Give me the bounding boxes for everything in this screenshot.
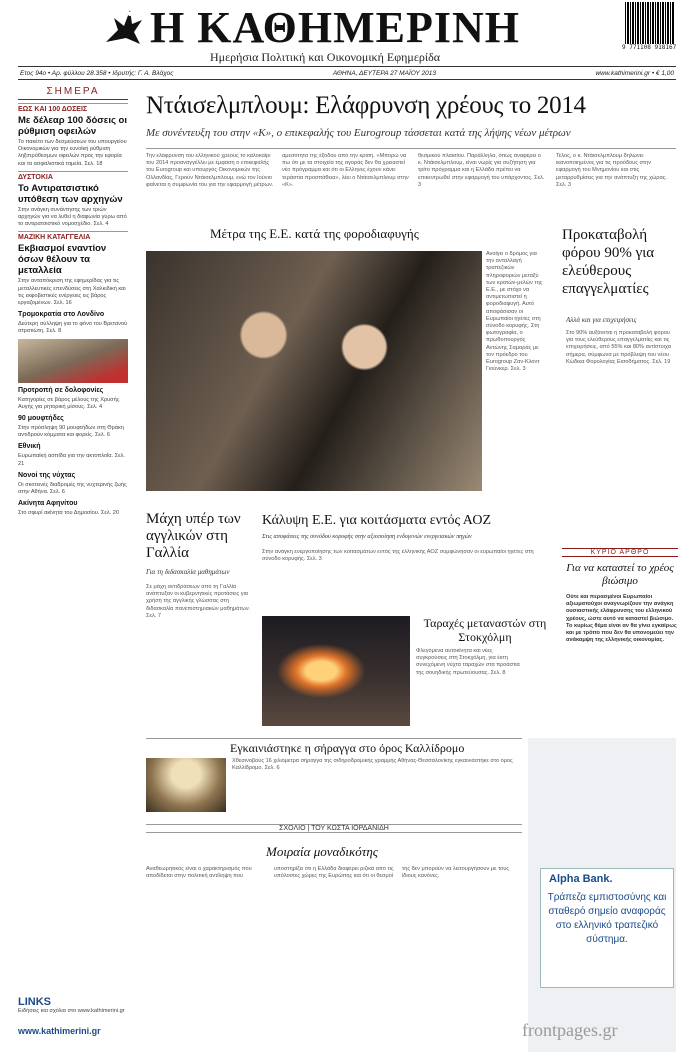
sidebar-item[interactable] <box>18 415 128 439</box>
gallia-deck: Για τη διδασκαλία μαθημάτων <box>146 568 230 576</box>
sidebar-today-label: ΣΗΜΕΡΑ <box>18 86 128 100</box>
sidebar-headline: Προτροπή σε δολοφονίες <box>18 386 104 394</box>
sidebar-body: Στην ανταπόκριση της εφημερίδας για τις μεταλλευτικές επενδύσεις στη Χαλκιδική και τις εκφοβιστικές ενέργειες εις βάρος εργαζομένων. Σελ. 16 <box>18 278 126 307</box>
links-url[interactable]: www.kathimerini.gr <box>18 1026 101 1036</box>
ad-card[interactable] <box>540 868 674 988</box>
sidebar-kicker: ΕΩΣ ΚΑΙ 100 ΔΟΣΕΙΣ <box>18 103 128 113</box>
info-year: Ετος 94ο <box>20 69 47 77</box>
sidebar-headline: Με δέλεαρ 100 δόσεις οι ρύθμιση οφειλών <box>18 115 127 137</box>
sidebar-item[interactable] <box>18 103 128 168</box>
info-bar <box>18 66 676 80</box>
links-label: LINKS <box>18 996 51 1008</box>
main-body-col1: Την ελάφρυνση του ελληνικού χρέους το καλοκαίρι του 2014 προαναγγέλλει με έμφαση ο επικεφαλής του Eurogroup και υπουργός Οικονομικών της Ολλανδίας, Γερούν Ντάισελμπλουμ, ενώ τον Ιούνιο φαίνεται η συμφωνία του για την εφαρμογή μέτρων. <box>146 153 274 188</box>
info-web-price: www.kathimerini.gr • € 1,00 <box>595 69 674 77</box>
sidebar-body: Οι σκοτεινές διαδρομές της νυχτερινής ζωής στην Αθήνα. Σελ. 6 <box>18 481 127 496</box>
tax-headline: Μέτρα της Ε.Ε. κατά της φοροδιαφυγής <box>210 226 419 241</box>
divider <box>146 738 522 739</box>
editorial-label: ΚΥΡΙΟ ΑΡΘΡΟ <box>562 548 678 557</box>
editorial-body: Ούτε και περασμένοι Ευρωπαίοι αξιωματούχοι αναγνωρίζουν την ανάγκη ουσιαστικής ελάφρυνσης του ελληνικού χρέους, ώστε αυτό να καταστεί βιώσιμο. Το κυρίως θέμα είναι αν θα γίνει εγκαίρως και με τρόπο που δεν θα υπονομεύει την ανάκαμψη της ελληνικής οικονομίας. <box>566 594 677 644</box>
sidebar-item[interactable] <box>18 231 128 307</box>
prepay-body: Στο 90% αυξάνεται η προκαταβολή φόρου για τους ελεύθερους επαγγελματίες και τις επιχειρήσεις, από 55% και 80% αντίστοιχα σήμερα, σύμφωνα με πρόβλεψη του νέου Κώδικα Φορολογίας Εισοδήματος. Σελ. 19 <box>566 330 672 365</box>
main-deck: Με συνέντευξη του στην «Κ», ο επικεφαλής του Eurogroup τάσσεται κατά της λήψης νέων μέτρων <box>146 127 571 139</box>
ad-brand: Alpha Bank. <box>549 873 613 885</box>
column-label-bar: ΣΧΟΛΙΟ | ΤΟΥ ΚΩΣΤΑ ΙΟΡΔΑΝΙΔΗ <box>146 824 522 833</box>
eagle-logo-icon <box>100 4 146 50</box>
sidebar-headline: Νονοί της νύχτας <box>18 471 76 479</box>
stockholm-body: Φλεγόμενα αυτοκίνητα και νέες συγκρούσεις στη Στοκχόλμη, για έκτη συνεχόμενη νύχτα ταραχών στα προάστια της σουηδικής πρωτεύουσας. Σελ. 8 <box>416 648 520 676</box>
stockholm-photo <box>262 616 410 726</box>
masthead-subtitle: Ημερήσια Πολιτική και Οικονομική Εφημερίδα <box>210 50 441 64</box>
sidebar-london-photo <box>18 339 128 383</box>
links-box <box>18 996 128 1036</box>
sidebar-item[interactable] <box>18 387 128 411</box>
sidebar-body: Το πακέτο των δεσμεύσεων του υπουργείου Οικονομικών για την ευνοϊκή ρύθμιση ληξιπρόθεσμων οφειλών προς την εφορία και τα ασφαλιστικά ταμεία. Σελ. 18 <box>18 139 127 167</box>
sidebar-item[interactable] <box>18 472 128 496</box>
info-founder: Ιδρυτής: Γ. Α. Βλάχος <box>112 69 174 77</box>
sidebar-headline: Ακίνητα Αφηνίτου <box>18 500 78 508</box>
sidebar-item[interactable] <box>18 443 128 467</box>
gallia-headline: Μάχη υπέρ των αγγλικών στη Γαλλία <box>146 511 241 561</box>
tax-body: Ανοίγει ο δρόμος για την ανταλλαγή τραπεζικών πληροφοριών μεταξύ των κρατών-μελών της Ε.Ε., με στόχο να αντιμετωπιστεί η φοροδιαφυγή. Αυτό αποφάσισαν οι Ευρωπαίοι ηγέτες στη σύνοδο κορυφής. Στη φωτογραφία, ο πρωθυπουργός Αντώνης Σαμαράς με τον πρόεδρο του Eurogroup Ζαν-Κλοντ Γιούνκερ. Σελ. 3 <box>486 251 543 373</box>
tax-photo <box>146 251 482 491</box>
stockholm-headline: Ταραχές μεταναστών στη Στοκχόλμη <box>423 616 547 644</box>
barcode <box>625 2 675 44</box>
sidebar <box>18 86 128 1052</box>
info-issue: Αρ. φύλλου 28.358 <box>51 69 107 77</box>
info-price: € 1,00 <box>655 69 674 77</box>
column-body: Αναθεωρητικός είναι ο χαρακτηρισμός που αποδίδεται στην πολιτική αντίληψη που υποστηρίζει ότι η Ελλάδα διαφέρει ριζικά από τις υπόλοιπες χώρες της Ευρώπης και ότι οι θεσμοί της δεν μπορούν να λειτουργήσουν με τους ίδιους κανόνες. <box>146 866 510 880</box>
sidebar-body: Στο σφυρί ακίνητα του Δημοσίου. Σελ. 20 <box>18 510 119 517</box>
aoz-deck: Στις αποφάσεις της συνόδου κορυφής στην αξιοποίηση ενδογενών ενεργειακών πηγών <box>262 533 472 540</box>
divider <box>146 148 676 149</box>
sidebar-item[interactable] <box>18 311 128 335</box>
sidebar-headline: 90 μουφτήδες <box>18 415 64 423</box>
sidebar-body: Δεύτερη σύλληψη για το φόνο του Βρετανού στρατιώτη. Σελ. 8 <box>18 321 128 335</box>
kallidromo-body: Χθεσινοβούς 16 χιλιόμετρα σήραγγα της σιδηροδρομικής γραμμής Αθήνας-Θεσσαλονίκης εγκαινιάστηκε στο όρος Καλλίδρομο. Σελ. 6 <box>232 758 513 772</box>
aoz-body: Στην ανάγκη ενεργοποίησης των κοιτασμάτων εντός της ελληνικής ΑΟΖ συμφώνησαν οι ευρωπαίοι ηγέτες στη σύνοδο κορυφής. Σελ. 3 <box>262 549 534 563</box>
aoz-headline: Κάλυψη Ε.Ε. για κοιτάσματα εντός ΑΟΖ <box>262 513 491 528</box>
ad-text: Τράπεζα εμπιστοσύνης και σταθερό σημείο αναφοράς στο ελληνικό τραπεζικό σύστημα. <box>547 892 667 945</box>
main-body-col3: θεσμικού πλαισίου. Παράλληλα, όπως αναφέρει ο κ. Ντάισελμπλουμ, είναι νωρίς για συζήτηση για τρίτο πρόγραμμα και η Ελλάδα πρέπει να επικεντρωθεί στην εφαρμογή του υπάρχοντος. Σελ. 3 <box>418 153 545 188</box>
main-body-col2: αμεσότητα της έξοδου από την κρίση. «Μπορώ να πω ότι με τα στοιχεία της αγοράς δεν θα χρειαστεί νέο πρόγραμμα και ότι οι Ελληνες έχουν κάνει τεράστια προσπάθεια», λέει ο Ντάισελμπλουμ στην «Κ». <box>282 153 409 188</box>
main-headline: Ντάισελμπλουμ: Ελάφρυνση χρέους το 2014 <box>146 92 586 119</box>
editorial-headline: Για να καταστεί το χρέος βιώσιμο <box>566 562 674 587</box>
prepay-deck: Αλλά και για επιχειρήσεις <box>566 316 637 324</box>
barcode-number: 9 771108 918167 <box>622 44 677 51</box>
prepay-headline: Προκαταβολή φόρου 90% για ελεύθερους επαγγελματίες <box>562 227 655 297</box>
column-headline: Μοιραία μοναδικότης <box>266 844 379 859</box>
column-label: ΣΧΟΛΙΟ <box>279 825 306 832</box>
sidebar-kicker: ΔΥΣΤΟΚΙΑ <box>18 171 128 181</box>
sidebar-item[interactable] <box>18 171 128 229</box>
sidebar-headline: Το Αντιρατσιστικό υπόθεση των αρχηγών <box>18 182 123 205</box>
links-text: Ειδήσεις και σχόλια στο www.kathimerini.gr <box>18 1008 125 1014</box>
kallidromo-headline: Εγκαινιάστηκε η σήραγγα στο όρος Καλλίδρομο <box>230 741 465 755</box>
sidebar-headline: Εθνική <box>18 443 41 451</box>
info-website[interactable]: www.kathimerini.gr <box>595 69 651 77</box>
watermark: frontpages.gr <box>522 1020 618 1040</box>
sidebar-headline: Τρομοκρατία στο Λονδίνο <box>18 311 105 319</box>
gallia-body: Σε μάχη αντιδράσεων από τη Γαλλία ανάπτυξαν οι κυβερνητικές προτάσεις για χρήση της αγγλικής γλώσσας στη διδασκαλία πανεπιστημιακών μαθημάτων. Σελ. 7 <box>146 584 251 619</box>
sidebar-body: Ευρωπαϊκή ασπίδα για την ακτοπλοΐα. Σελ. 21 <box>18 453 125 467</box>
main-body-col4: Τέλος, ο κ. Ντάισελμπλουμ δηλώνει ικανοποιημένος για τις προόδους στην εφαρμογή του Μνημονίου και στις μεταρρυθμίσεις για την ανάπτυξη της χώρας. Σελ. 3 <box>556 153 667 188</box>
masthead-title: Η ΚΑΘΗΜΕΡΙΝΗ <box>150 3 520 52</box>
sidebar-body: Στην ανάγκη συνάντησης των τριών αρχηγών για να λυθεί η διαφωνία γύρω από το αντιρατσιστικό νομοσχέδιο. Σελ. 4 <box>18 206 127 228</box>
sidebar-body: Στην πρόσληψη 90 μουφτήδων στη Θράκη αντιδρούν κόμματα και φορείς. Σελ. 6 <box>18 425 124 439</box>
column-author: ΤΟΥ ΚΩΣΤΑ ΙΟΡΔΑΝΙΔΗ <box>311 825 389 832</box>
info-date: ΑΘΗΝΑ, ΔΕΥΤΕΡΑ 27 ΜΑΪΟΥ 2013 <box>332 69 437 77</box>
sidebar-item[interactable] <box>18 500 128 517</box>
sidebar-headline: Εκβιασμοί εναντίον όσων θέλουν τα μεταλλεία <box>18 243 107 277</box>
kallidromo-photo <box>146 758 226 812</box>
sidebar-body: Κατηγορίες σε βάρος μέλους της Χρυσής Αυγής για ρητορική μίσους. Σελ. 4 <box>18 396 120 410</box>
sidebar-kicker: ΜΑΖΙΚΗ ΚΑΤΑΓΓΕΛΙΑ <box>18 231 128 241</box>
info-year-issue-founder: Ετος 94ο • Αρ. φύλλου 28.358 • Ιδρυτής: Γ. Α. Βλάχος <box>20 69 174 77</box>
